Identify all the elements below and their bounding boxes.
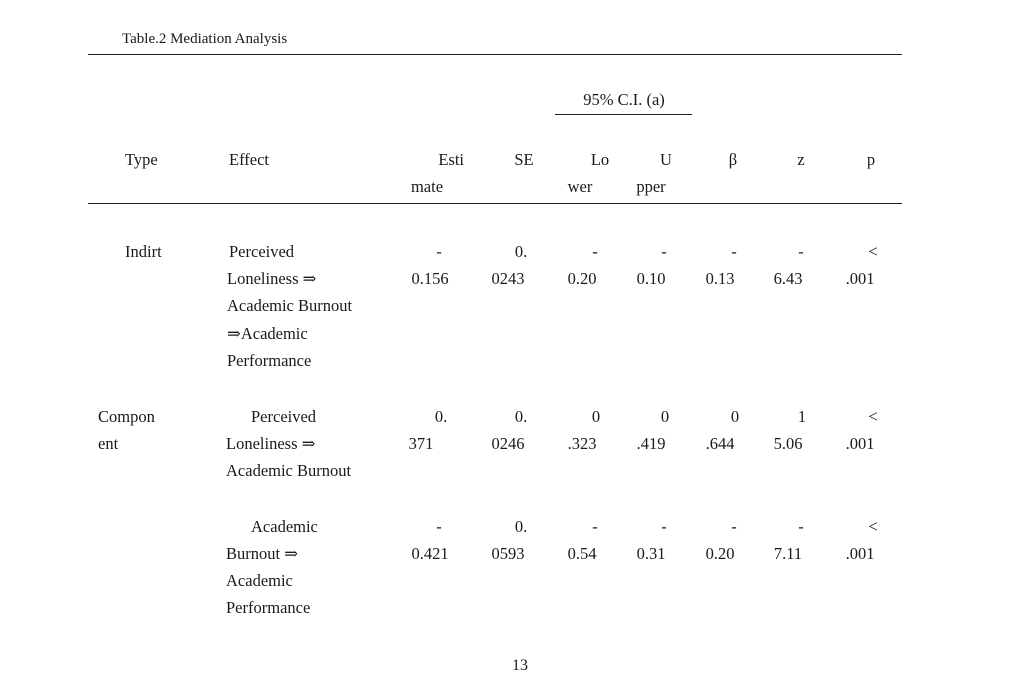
cell-p: <	[868, 242, 878, 261]
cell-estimate: 371	[408, 434, 434, 453]
header-z: z	[797, 150, 805, 169]
cell-estimate: -	[436, 242, 442, 261]
header-effect: Effect	[229, 150, 270, 169]
header-lower-1: Lo	[590, 150, 610, 169]
cell-z: 6.43	[773, 269, 803, 288]
header-lower-2: wer	[567, 177, 593, 196]
cell-type: Compon	[98, 407, 155, 426]
page-number: 13	[512, 657, 528, 674]
cell-p: .001	[845, 544, 875, 563]
cell-estimate: 0.	[434, 407, 448, 426]
cell-z: 1	[797, 407, 807, 426]
cell-effect: ⇒Academic	[227, 324, 308, 343]
cell-lower: 0	[591, 407, 601, 426]
cell-lower: -	[592, 517, 598, 536]
cell-effect: Perceived	[229, 242, 295, 261]
cell-se: 0.	[514, 242, 528, 261]
cell-se: 0.	[514, 407, 528, 426]
cell-type: Indirt	[125, 242, 162, 261]
cell-beta: 0.13	[705, 269, 735, 288]
cell-se: 0246	[491, 434, 525, 453]
cell-beta: 0.20	[705, 544, 735, 563]
cell-lower: 0.20	[567, 269, 597, 288]
cell-upper: .419	[636, 434, 666, 453]
cell-se: 0243	[491, 269, 525, 288]
cell-effect: Loneliness ⇒	[227, 269, 317, 288]
cell-z: 7.11	[773, 544, 803, 563]
cell-lower: -	[592, 242, 598, 261]
header-rule	[88, 203, 902, 204]
cell-effect: Burnout ⇒	[226, 544, 299, 563]
header-upper-2: pper	[636, 177, 666, 196]
cell-estimate: 0.156	[411, 269, 449, 288]
cell-beta: 0	[730, 407, 740, 426]
cell-se: 0.	[514, 517, 528, 536]
cell-p: .001	[845, 269, 875, 288]
header-upper-1: U	[660, 150, 672, 169]
header-beta: β	[728, 150, 738, 169]
cell-type: ent	[98, 434, 119, 453]
cell-lower: .323	[567, 434, 597, 453]
header-estimate-2: mate	[410, 177, 444, 196]
cell-z: -	[798, 242, 804, 261]
cell-effect: Loneliness ⇒	[226, 434, 316, 453]
header-se: SE	[514, 150, 534, 169]
header-p: p	[866, 150, 876, 169]
cell-effect: Academic Burnout	[227, 296, 353, 315]
cell-upper: 0.10	[636, 269, 666, 288]
cell-se: 0593	[491, 544, 525, 563]
cell-lower: 0.54	[567, 544, 597, 563]
cell-effect: Academic Burnout	[226, 461, 352, 480]
cell-beta: .644	[705, 434, 735, 453]
cell-z: 5.06	[773, 434, 803, 453]
cell-upper: 0	[660, 407, 670, 426]
top-rule	[88, 54, 902, 55]
table-caption: Table.2 Mediation Analysis	[122, 31, 288, 47]
cell-upper: -	[661, 517, 667, 536]
cell-upper: 0.31	[636, 544, 666, 563]
cell-beta: -	[731, 242, 737, 261]
ci-underline	[555, 114, 692, 115]
cell-effect: Performance	[227, 351, 312, 370]
cell-effect: Academic	[251, 517, 318, 536]
header-type: Type	[125, 150, 158, 169]
cell-p: <	[868, 407, 878, 426]
cell-effect: Performance	[226, 598, 311, 617]
cell-p: <	[868, 517, 878, 536]
cell-effect: Academic	[226, 571, 293, 590]
cell-effect: Perceived	[251, 407, 317, 426]
cell-estimate: 0.421	[411, 544, 449, 563]
ci-header: 95% C.I. (a)	[583, 90, 665, 109]
cell-estimate: -	[436, 517, 442, 536]
header-estimate-1: Esti	[438, 150, 464, 169]
cell-p: .001	[845, 434, 875, 453]
cell-upper: -	[661, 242, 667, 261]
cell-beta: -	[731, 517, 737, 536]
cell-z: -	[798, 517, 804, 536]
